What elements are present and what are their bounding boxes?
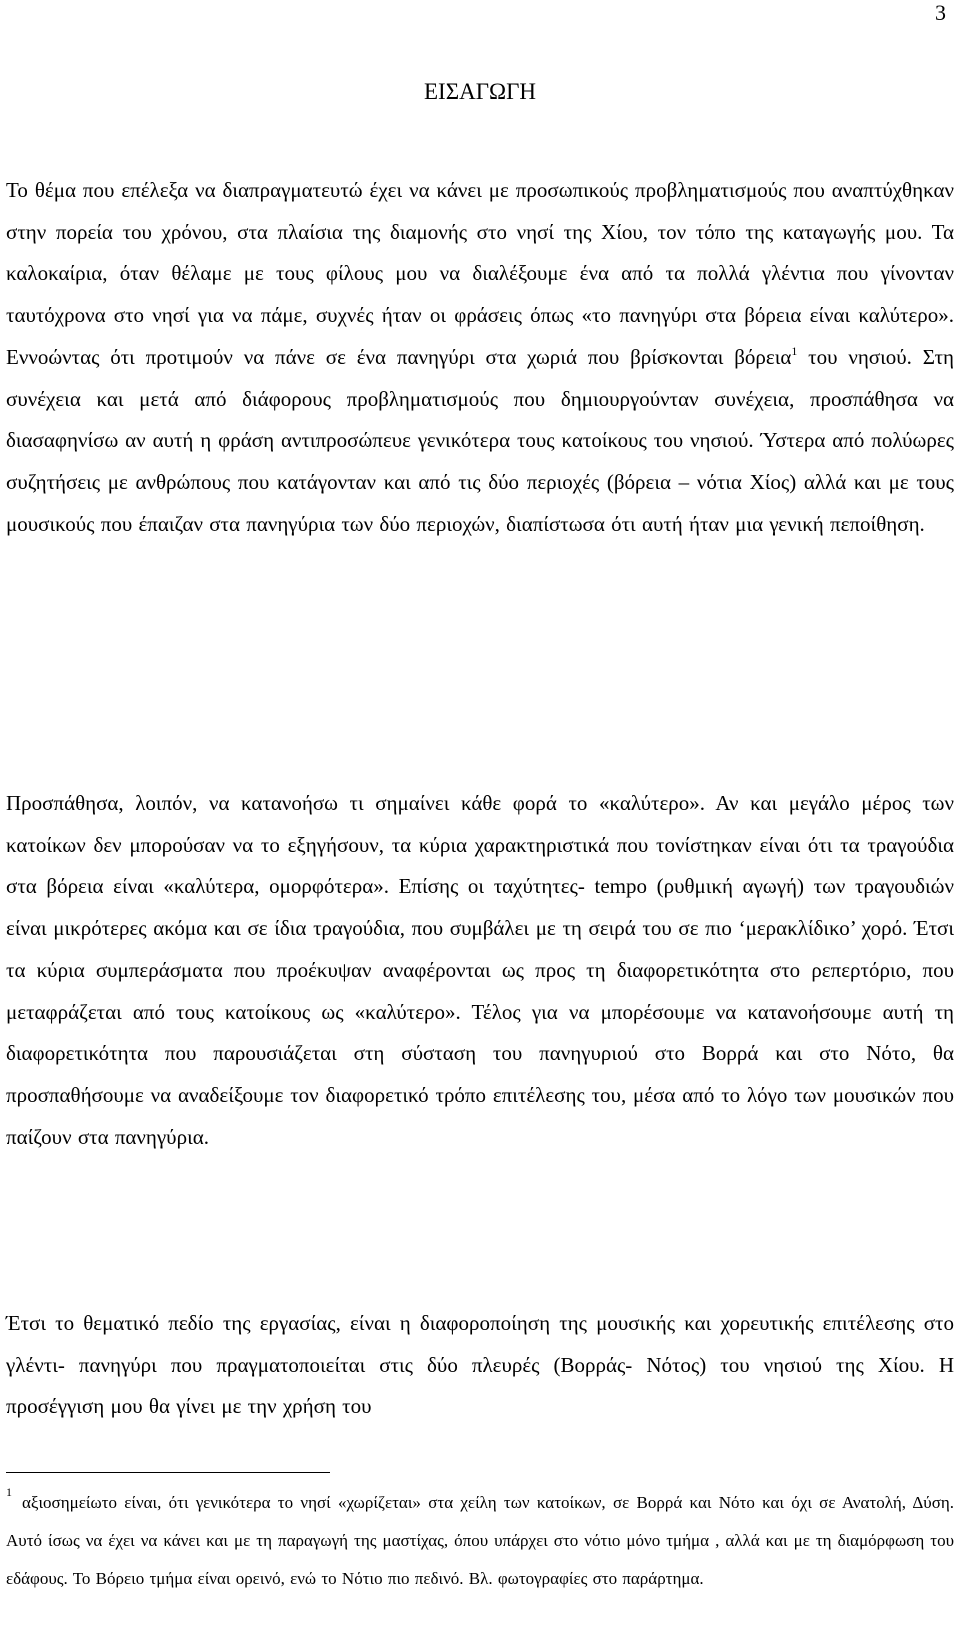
footnote-divider (6, 1472, 330, 1473)
paragraph-1-text-b: του νησιού. Στη συνέχεια και μετά από διάφορους προβληματισμούς που δημιουργούνταν συνέχεια, προσπάθησα να διασαφηνίσω αν αυτή η φράση αντιπροσώπευε γενικότερα τους κατοίκους του νησιού. Ύστερα από πολύωρες συζητήσεις με ανθρώπους που κατάγονταν και από τις δύο περιοχές (βόρεια – νότια Χίος) αλλά και με τους μουσικούς που έπαιζαν στα πανηγύρια των δύο περιοχών, διαπίστωσα ότι αυτή ήταν μια γενική πεποίθηση. (6, 344, 954, 536)
paragraph-3: Έτσι το θεματικό πεδίο της εργασίας, είναι η διαφοροποίηση της μουσικής και χορευτικής επιτέλεσης στο γλέντι- πανηγύρι που πραγματοποιείται στις δύο πλευρές (Βορράς- Νότος) του νησιού της Χίου. Η προσέγγιση μου θα γίνει με την χρήση του (6, 1311, 954, 1419)
paragraph-1-text-a: Το θέμα που επέλεξα να διαπραγματευτώ έχει να κάνει με προσωπικούς προβληματισμούς που αναπτύχθηκαν στην πορεία του χρόνου, στα πλαίσια της διαμονής στο νησί της Χίου, τον τόπο της καταγωγής μου. Τα καλοκαίρια, όταν θέλαμε με τους φίλους μου να διαλέξουμε ένα από τα πολλά γλέντια που γίνονταν ταυτόχρονα στο νησί για να πάμε, συχνές ήταν οι φράσεις όπως «το πανηγύρι στα βόρεια είναι καλύτερο». Εννοώντας ότι προτιμούν να πάνε σε ένα πανηγύρι στα χωριά που βρίσκονται βόρεια (6, 178, 954, 369)
footnote-text: αξιοσημείωτο είναι, ότι γενικότερα το νησί «χωρίζεται» στα χείλη των κατοίκων, σε Βορρά και Νότο και όχι σε Ανατολή, Δύση. Αυτό ίσως να έχει να κάνει και με τη παραγωγή της μαστίχας, όπου υπάρχει στο νότιο μόνο τμήμα , αλλά και με τη διαμόρφωση του εδάφους. Το Βόρειο τμήμα είναι ορεινό, ενώ το Νότιο πιο πεδινό. Βλ. φωτογραφίες στο παράρτημα. (6, 1493, 954, 1588)
footnote-reference[interactable]: 1 (791, 343, 798, 358)
paragraph-1 (6, 170, 954, 545)
footnote-marker: 1 (6, 1485, 12, 1499)
footnote (6, 1484, 954, 1598)
section-heading: ΕΙΣΑΓΩΓΗ (423, 79, 536, 104)
page-number: 3 (935, 0, 946, 25)
paragraph-2: Προσπάθησα, λοιπόν, να κατανοήσω τι σημαίνει κάθε φορά το «καλύτερο». Αν και μεγάλο μέρος των κατοίκων δεν μπορούσαν να το εξηγήσουν, τα κύρια χαρακτηριστικά που τονίστηκαν είναι ότι τα τραγούδια στα βόρεια είναι «καλύτερα, ομορφότερα». Επίσης οι ταχύτητες- tempo (ρυθμική αγωγή) των τραγουδιών είναι μικρότερες ακόμα και σε ίδια τραγούδια, που συμβάλει με τη σειρά του σε πιο ‘μερακλίδικο’ χορό. Έτσι τα κύρια συμπεράσματα που προέκυψαν αναφέρονται ως προς τη διαφορετικότητα στο ρεπερτόριο, που μεταφράζεται από τους κατοίκους ως «καλύτερο». Τέλος για να μπορέσουμε να κατανοήσουμε αυτή τη διαφορετικότητα που παρουσιάζεται στη σύσταση του πανηγυριού στο Βορρά και στο Νότο, θα προσπαθήσουμε να αναδείξουμε τον διαφορετικό τρόπο επιτέλεσης του, μέσα από το λόγο των μουσικών που παίζουν στα πανηγύρια. (6, 791, 954, 1149)
